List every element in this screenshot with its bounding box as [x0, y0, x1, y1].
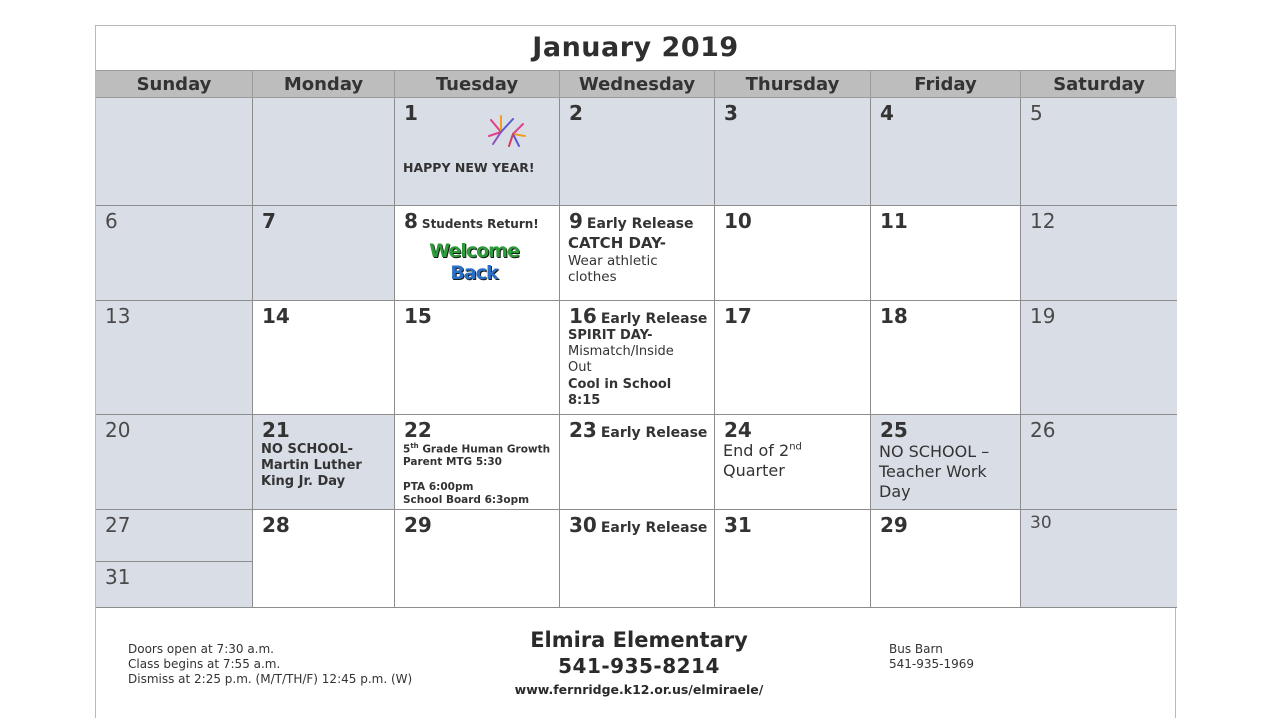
day-cell-28 [253, 510, 395, 608]
event-text-part: nd [789, 441, 802, 453]
event-label: Early Release [600, 520, 708, 536]
day-number: 31 [105, 565, 131, 589]
event-text: Cool in School [568, 377, 672, 392]
weekday-wednesday: Wednesday [560, 71, 715, 97]
day-cell-30 [560, 510, 715, 608]
day-number: 4 [880, 101, 894, 125]
event-text: Wear athletic [568, 253, 658, 269]
event-label: Early Release [600, 311, 708, 327]
event-text: Mismatch/Inside [568, 344, 674, 359]
back-text: Back [450, 262, 498, 284]
day-number: 17 [724, 304, 752, 328]
day-cell-10 [715, 206, 871, 301]
day-number: 21 [262, 418, 290, 442]
day-number: 6 [105, 209, 118, 233]
weekday-monday: Monday [253, 71, 395, 97]
day-number: 27 [105, 513, 131, 537]
day-cell-6 [96, 206, 253, 301]
day-cell-29-friday [871, 510, 1021, 608]
day-number [404, 209, 539, 233]
day-number: 22 [404, 418, 432, 442]
day-cell-1 [395, 98, 560, 206]
event-label: Early Release [600, 425, 708, 441]
day-cell-21 [253, 415, 395, 510]
day-cell-30-saturday [1021, 510, 1177, 608]
day-cell-4 [871, 98, 1021, 206]
welcome-text: Welcome [429, 240, 519, 262]
day-number: 13 [105, 304, 131, 328]
day-number: 1 [404, 101, 418, 125]
day-cell-8 [395, 206, 560, 301]
hours-line: Dismiss at 2:25 p.m. (M/T/TH/F) 12:45 p.m. (W) [128, 672, 413, 686]
event-text: Martin Luther [261, 458, 362, 473]
day-number [569, 209, 693, 233]
day-cell-7 [253, 206, 395, 301]
day-cell-29 [395, 510, 560, 608]
day-number: 25 [880, 418, 908, 442]
event-text: Quarter [723, 461, 785, 480]
day-number-value: 30 [569, 513, 597, 537]
day-cell-15 [395, 301, 560, 415]
day-number: 20 [105, 418, 131, 442]
calendar-grid [96, 98, 1175, 608]
day-number: 30 [1030, 513, 1052, 533]
event-text: Teacher Work [879, 462, 987, 481]
day-cell-31-sunday [96, 562, 253, 608]
day-cell-17 [715, 301, 871, 415]
event-text-part: th [410, 442, 419, 450]
fireworks-icon [483, 112, 529, 152]
day-cell-9 [560, 206, 715, 301]
event-text: clothes [568, 269, 617, 285]
bus-barn-contact [889, 642, 974, 672]
event-text-part: End of 2 [723, 441, 790, 460]
event-text [403, 442, 550, 456]
weekday-saturday: Saturday [1053, 74, 1145, 95]
day-number: 12 [1030, 209, 1056, 233]
day-number: 3 [724, 101, 738, 125]
event-label: Early Release [586, 216, 694, 232]
day-cell-19 [1021, 301, 1177, 415]
event-text: King Jr. Day [261, 474, 346, 489]
day-cell-12 [1021, 206, 1177, 301]
day-number: 29 [880, 513, 908, 537]
day-cell-empty [253, 98, 395, 206]
day-cell-25 [871, 415, 1021, 510]
day-number: 11 [880, 209, 908, 233]
day-number: 15 [404, 304, 432, 328]
weekday-friday: Friday [871, 71, 1021, 97]
day-cell-11 [871, 206, 1021, 301]
welcome-back-art [419, 240, 529, 284]
event-text-part: Grade Human Growth [422, 443, 551, 456]
day-cell-empty [96, 98, 253, 206]
event-label: Students Return! [421, 217, 539, 231]
calendar-title: January 2019 [532, 32, 739, 63]
event-text [723, 441, 802, 460]
hours-line: Class begins at 7:55 a.m. [128, 657, 281, 671]
day-number: 5 [1030, 101, 1043, 125]
school-contact [489, 628, 789, 697]
day-cell-2 [560, 98, 715, 206]
event-text: Out [568, 360, 592, 375]
day-number-value: 9 [569, 209, 583, 233]
day-number-value: 8 [404, 209, 418, 233]
day-cell-16 [560, 301, 715, 415]
bus-barn-phone: 541-935-1969 [889, 657, 975, 671]
day-number: 24 [724, 418, 752, 442]
school-phone: 541-935-8214 [558, 654, 720, 678]
day-cell-23 [560, 415, 715, 510]
day-number: 10 [724, 209, 752, 233]
day-cell-5 [1021, 98, 1177, 206]
day-cell-13 [96, 301, 253, 415]
event-text: 8:15 [568, 393, 601, 408]
weekday-thursday: Thursday [715, 71, 871, 97]
event-text: Parent MTG 5:30 [403, 456, 502, 468]
day-cell-26 [1021, 415, 1177, 510]
day-number: 31 [724, 513, 752, 537]
day-number: 26 [1030, 418, 1056, 442]
hours-line: Doors open at 7:30 a.m. [128, 642, 274, 656]
event-text: PTA 6:00pm [403, 481, 474, 493]
bus-barn-label: Bus Barn [889, 642, 943, 656]
day-number: 19 [1030, 304, 1056, 328]
day-number: 14 [262, 304, 290, 328]
day-number: 7 [262, 209, 276, 233]
weekday-sunday: Sunday [96, 71, 253, 97]
day-number: 28 [262, 513, 290, 537]
event-text-part: 5 [403, 443, 411, 456]
calendar-sheet [95, 25, 1176, 718]
day-cell-3 [715, 98, 871, 206]
day-number [569, 513, 707, 537]
school-url[interactable]: www.fernridge.k12.or.us/elmiraele/ [514, 682, 764, 697]
day-number: 18 [880, 304, 908, 328]
event-text: HAPPY NEW YEAR! [403, 160, 535, 175]
event-text: NO SCHOOL – [879, 442, 990, 461]
day-cell-18 [871, 301, 1021, 415]
weekday-header [96, 70, 1175, 98]
day-number [569, 418, 707, 442]
day-cell-31 [715, 510, 871, 608]
day-number-value: 16 [569, 304, 597, 328]
day-number: 29 [404, 513, 432, 537]
event-text: Day [879, 482, 911, 501]
event-text: SPIRIT DAY- [568, 328, 653, 343]
school-hours [128, 642, 412, 687]
day-number-value: 23 [569, 418, 597, 442]
day-cell-24 [715, 415, 871, 510]
event-text: NO SCHOOL- [261, 442, 354, 457]
calendar-footer [96, 608, 1175, 719]
day-cell-22 [395, 415, 560, 510]
school-name: Elmira Elementary [530, 628, 748, 652]
weekday-tuesday: Tuesday [395, 71, 560, 97]
event-text: CATCH DAY- [568, 234, 666, 252]
day-number [569, 304, 707, 328]
event-text: School Board 6:3opm [403, 494, 530, 506]
day-number: 2 [569, 101, 583, 125]
day-cell-14 [253, 301, 395, 415]
day-cell-20 [96, 415, 253, 510]
day-cell-27 [96, 510, 253, 562]
